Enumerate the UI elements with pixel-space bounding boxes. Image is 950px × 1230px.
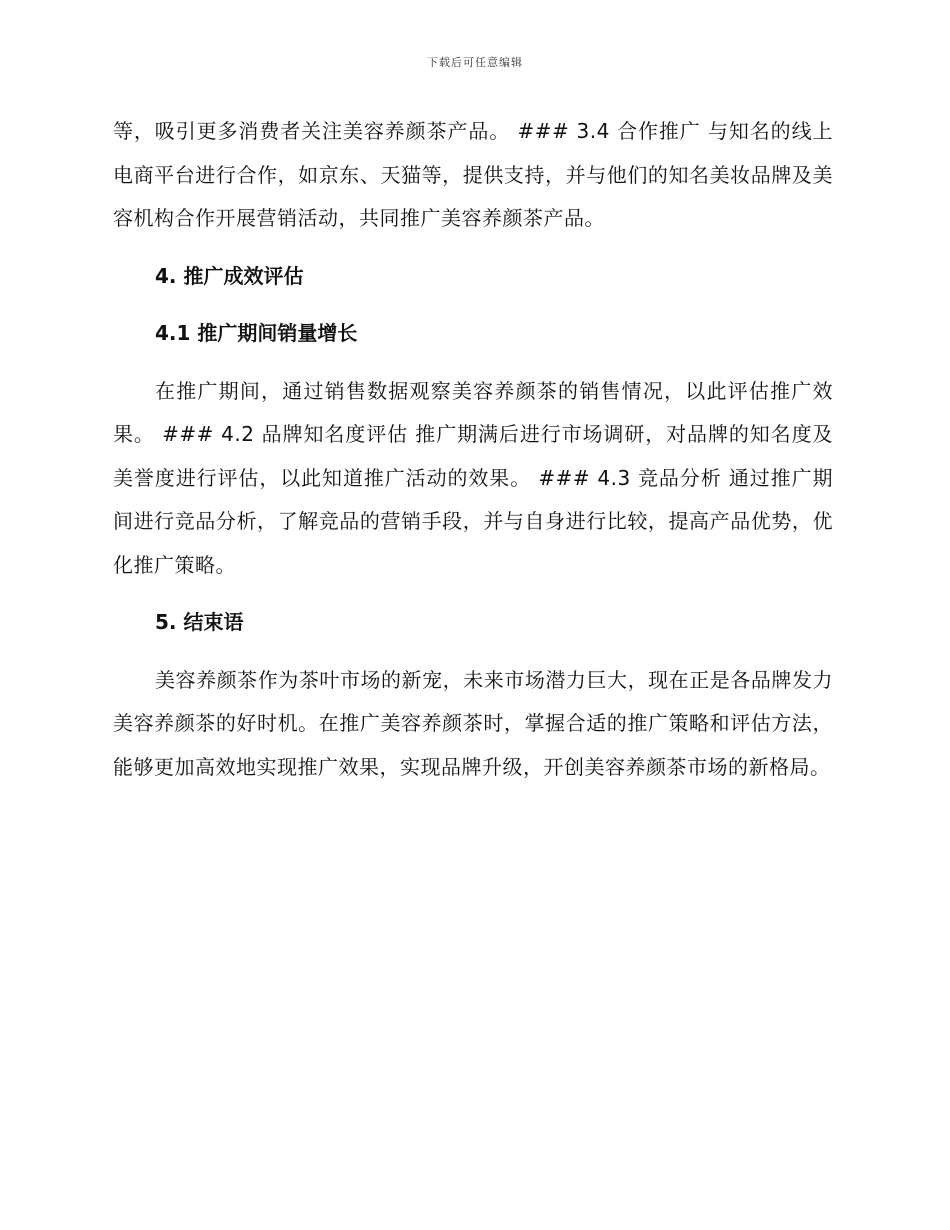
subsection-heading-4-1: 4.1 推广期间销量增长 — [155, 321, 358, 345]
paragraph-intro: 等，吸引更多消费者关注美容养颜茶产品。 ### 3.4 合作推广 与知名的线上电商平台进行合作，如京东、天猫等，提供支持，并与他们的知名美妆品牌及美容机构合作开展营销活动，共同推广美容养颜茶产品。 — [113, 119, 833, 230]
section-heading-4: 4. 推广成效评估 — [155, 263, 304, 288]
document-body — [113, 110, 833, 789]
paragraph-4-1: 在推广期间，通过销售数据观察美容养颜茶的销售情况，以此评估推广效果。 ### 4.2 品牌知名度评估 推广期满后进行市场调研，对品牌的知名度及美誉度进行评估，以此知道推广活动的效果。 ### 4.3 竞品分析 通过推广期间进行竞品分析，了解竞品的营销手段，并与自身进行比较，提高产品优势，优化推广策略。 — [113, 378, 833, 577]
paragraph-5: 美容养颜茶作为茶叶市场的新宠，未来市场潜力巨大，现在正是各品牌发力美容养颜茶的好时机。在推广美容养颜茶时，掌握合适的推广策略和评估方法，能够更加高效地实现推广效果，实现品牌升级，开创美容养颜茶市场的新格局。 — [113, 667, 833, 779]
page-header-note: 下载后可任意编辑 — [427, 56, 523, 69]
section-heading-5: 5. 结束语 — [155, 610, 244, 634]
